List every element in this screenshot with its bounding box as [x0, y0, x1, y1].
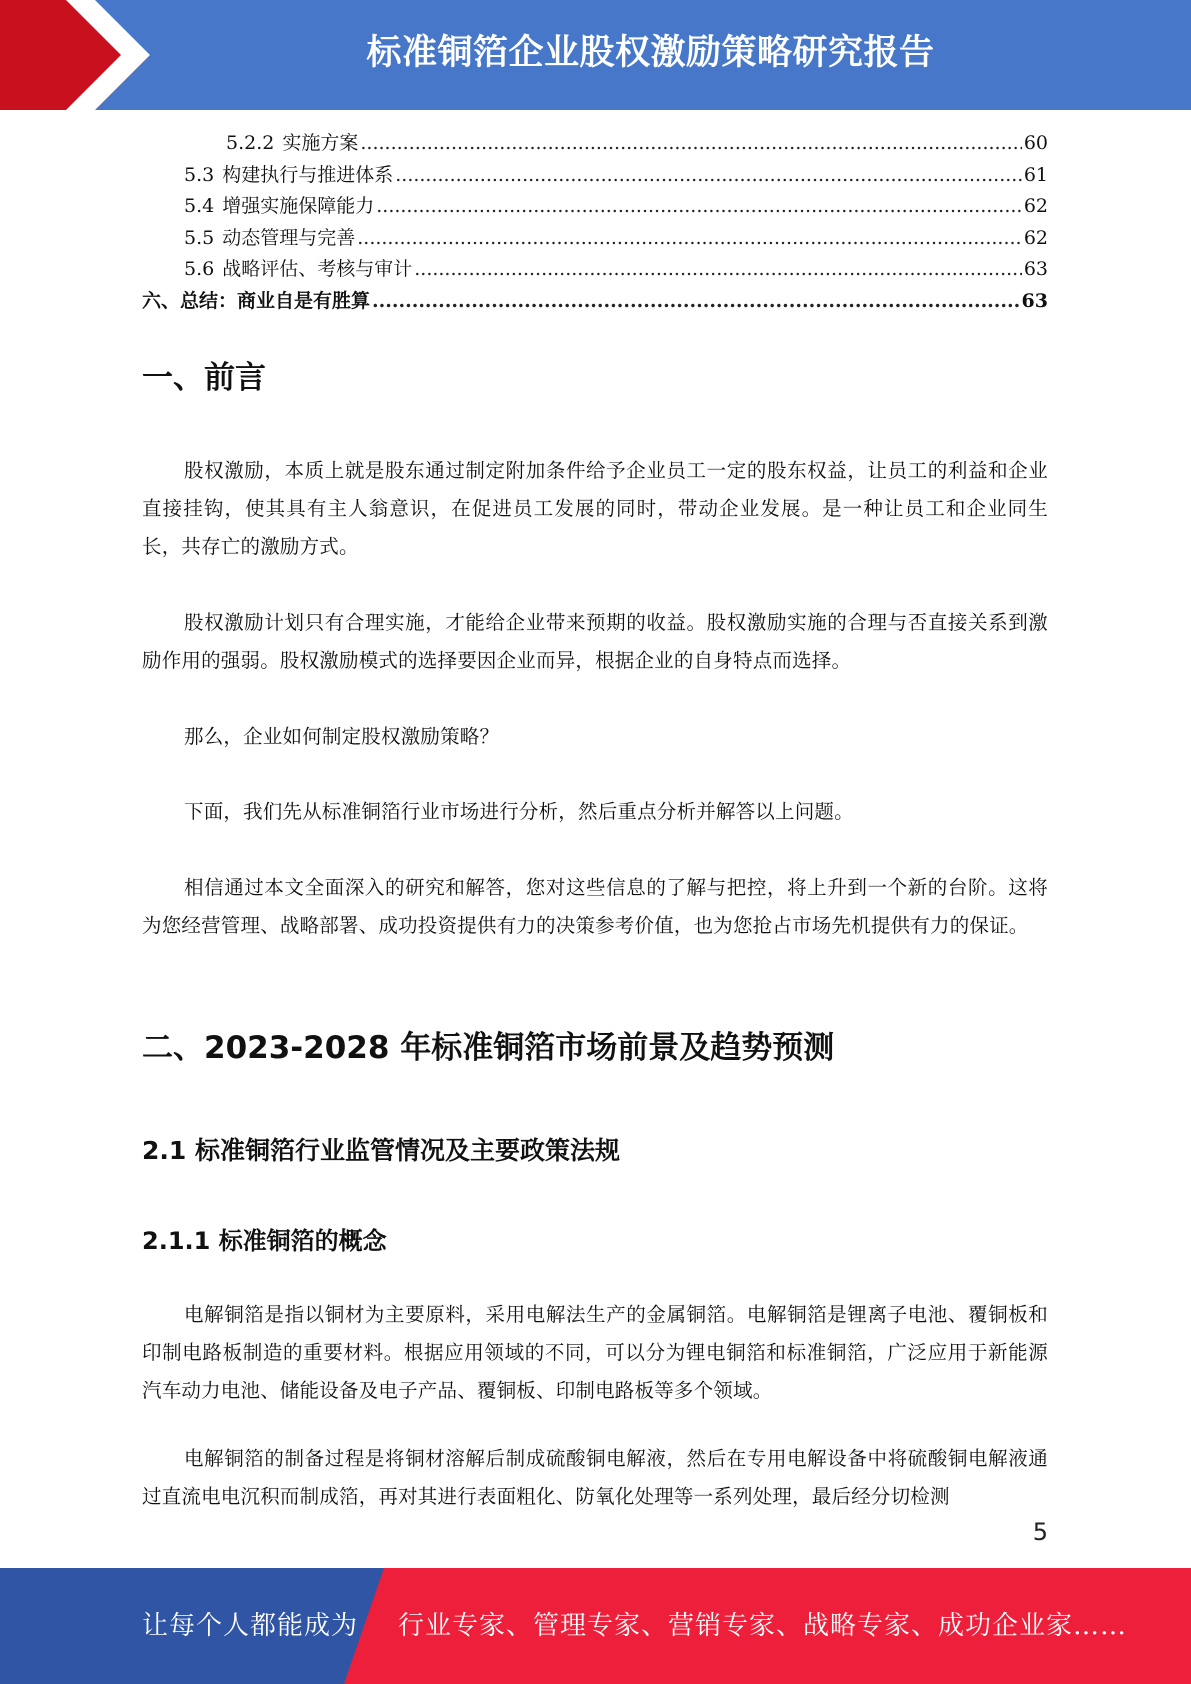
toc-leader-dots: [372, 290, 1020, 312]
toc-leader-dots: [414, 258, 1022, 280]
paragraph: 股权激励计划只有合理实施，才能给企业带来预期的收益。股权激励实施的合理与否直接关系到激励作用的强弱。股权激励模式的选择要因企业而异，根据企业的自身特点而选择。: [142, 611, 1048, 672]
paragraph: 股权激励，本质上就是股东通过制定附加条件给予企业员工一定的股东权益，让员工的利益和企业直接挂钩，使其具有主人翁意识，在促进员工发展的同时，带动企业发展。是一种让员工和企业同生长，共存亡的激励方式。: [142, 459, 1048, 558]
toc-entry-title: 动态管理与完善: [222, 226, 356, 249]
toc-leader-dots: [395, 164, 1022, 186]
toc-entry-page: 61: [1023, 163, 1048, 186]
footer-slogan-right: 行业专家、管理专家、营销专家、战略专家、成功企业家……: [398, 1611, 1128, 1641]
table-of-contents: [142, 128, 1048, 317]
footer-slogan-left: 让每个人都能成为: [142, 1611, 359, 1641]
toc-entry-number: 5.2.2: [226, 132, 275, 154]
paragraph: 那么，企业如何制定股权激励策略？: [184, 725, 500, 748]
red-chevron-graphic: [0, 0, 150, 110]
toc-entry-title: 构建执行与推进体系: [222, 163, 394, 186]
header-banner: [0, 0, 1191, 110]
toc-entry-title: 增强实施保障能力: [222, 195, 375, 217]
report-title: 标准铜箔企业股权激励策略研究报告: [366, 33, 935, 73]
toc-entry[interactable]: [142, 223, 1048, 255]
toc-leader-dots: [376, 195, 1022, 217]
toc-entry-number: 5.6: [184, 258, 215, 280]
paragraph: 电解铜箔的制备过程是将铜材溶解后制成硫酸铜电解液，然后在专用电解设备中将硫酸铜电解液通过直流电电沉积而制成箔，再对其进行表面粗化、防氧化处理等一系列处理，最后经分切检测: [142, 1447, 1048, 1508]
paragraph: 电解铜箔是指以铜材为主要原料，采用电解法生产的金属铜箔。电解铜箔是锂离子电池、覆铜板和印制电路板制造的重要材料。根据应用领域的不同，可以分为锂电铜箔和标准铜箔，广泛应用于新能源汽车动力电池、储能设备及电子产品、覆铜板、印制电路板等多个领域。: [142, 1303, 1048, 1402]
subsection-heading: 2.1 标准铜箔行业监管情况及主要政策法规: [142, 1136, 620, 1165]
toc-entry-page: 60: [1023, 132, 1048, 154]
page-number: 5: [1032, 1518, 1048, 1546]
footer-banner: [0, 1568, 1191, 1684]
toc-entry[interactable]: [142, 286, 1048, 318]
toc-entry[interactable]: [142, 254, 1048, 286]
toc-entry[interactable]: [142, 191, 1048, 223]
toc-entry-title: 实施方案: [282, 132, 359, 154]
section-heading-market-outlook: 二、2023-2028 年标准铜箔市场前景及趋势预测: [142, 1030, 835, 1066]
toc-entry-page: 63: [1021, 289, 1048, 312]
toc-entry-title: 战略评估、考核与审计: [222, 258, 413, 280]
subsubsection-heading: 2.1.1 标准铜箔的概念: [142, 1227, 387, 1255]
toc-entry-page: 63: [1023, 258, 1048, 280]
toc-entry-page: 62: [1023, 226, 1048, 249]
toc-leader-dots: [360, 132, 1021, 154]
toc-entry-title: 六、总结：商业自是有胜算: [142, 289, 371, 312]
toc-entry[interactable]: [142, 128, 1048, 160]
toc-entry-number: 5.3: [184, 163, 215, 186]
toc-leader-dots: [357, 227, 1022, 249]
toc-entry[interactable]: [142, 160, 1048, 192]
toc-entry-page: 62: [1023, 195, 1048, 217]
paragraph: 相信通过本文全面深入的研究和解答，您对这些信息的了解与把控，将上升到一个新的台阶。这将为您经营管理、战略部署、成功投资提供有力的决策参考价值，也为您抢占市场先机提供有力的保证。: [142, 876, 1048, 937]
toc-entry-number: 5.5: [184, 226, 215, 249]
paragraph: 下面，我们先从标准铜箔行业市场进行分析，然后重点分析并解答以上问题。: [184, 800, 854, 823]
section-heading-preface: 一、前言: [142, 360, 266, 396]
toc-entry-number: 5.4: [184, 195, 215, 217]
